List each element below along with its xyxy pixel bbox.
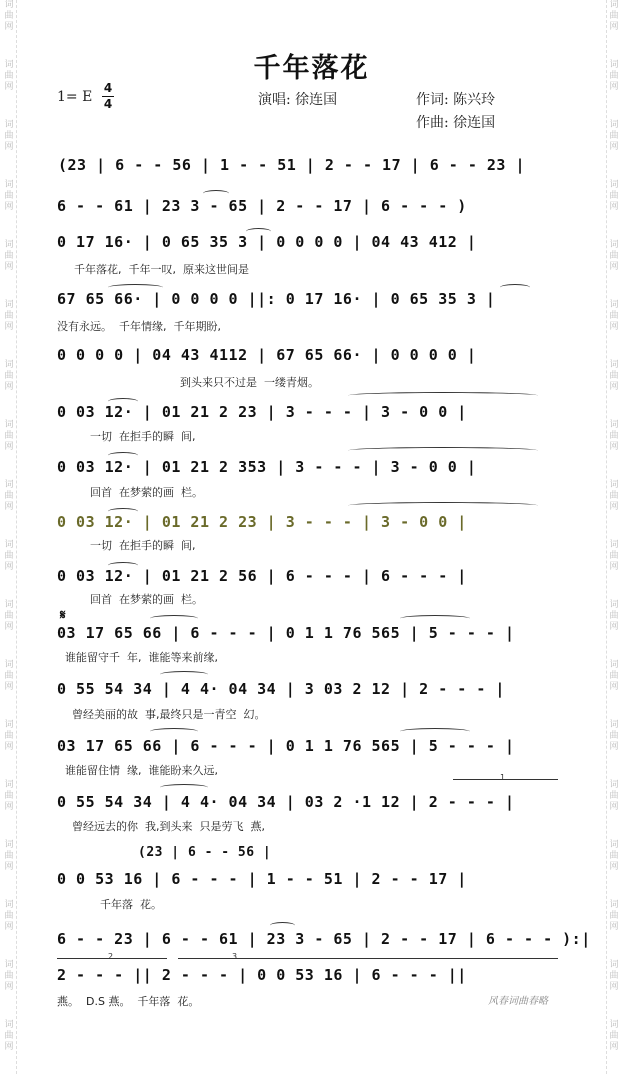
notation-line: 0 0 0 0 | 04 43 4112 | 67 65 66· | 0 0 0 0 |: [57, 346, 477, 364]
slur-arc: [500, 284, 530, 291]
tie-arc: [348, 447, 538, 454]
watermark-mark: 词 曲 网: [609, 840, 619, 872]
slur-arc: [150, 728, 198, 735]
notation-line: 6 - - 61 | 23 3 - 65 | 2 - - 17 | 6 - - - ): [57, 197, 467, 215]
notation-line: (23 | 6 - - 56 | 1 - - 51 | 2 - - 17 | 6 - - 23 |: [58, 156, 526, 174]
composer-credit: 作曲: 徐连国: [416, 115, 496, 131]
song-title: 千年落花: [253, 53, 370, 84]
notation-line: 2 - - - || 2 - - - | 0 0 53 16 | 6 - - - ||: [57, 966, 467, 984]
watermark-mark: 词 曲 网: [609, 120, 619, 152]
watermark-mark: 词 曲 网: [609, 0, 619, 32]
lyric-line: 曾经美丽的故 事,最终只是一青空 幻。: [72, 708, 266, 721]
watermark-mark: 词 曲 网: [609, 960, 619, 992]
watermark-mark: 词 曲 网: [609, 60, 619, 92]
notation-line: 0 0 53 16 | 6 - - - | 1 - - 51 | 2 - - 17 |: [57, 870, 467, 888]
watermark-mark: 词 曲 网: [609, 480, 619, 512]
notation-line: 0 55 54 34 | 4 4· 04 34 | 03 2 ·1 12 | 2 - - - |: [57, 793, 515, 811]
watermark-mark: 词 曲 网: [4, 1020, 14, 1052]
right-watermark-strip: [606, 0, 621, 1074]
notation-line: 0 03 12· | 01 21 2 23 | 3 - - - | 3 - 0 0 |: [57, 403, 467, 421]
notation-line: 6 - - 23 | 6 - - 61 | 23 3 - 65 | 2 - - 17 | 6 - - - ):|: [57, 930, 591, 948]
watermark-mark: 词 曲 网: [609, 900, 619, 932]
watermark-mark: 词 曲 网: [609, 1020, 619, 1052]
watermark-mark: 词 曲 网: [4, 420, 14, 452]
time-signature-bottom: 4: [103, 97, 113, 111]
watermark-mark: 词 曲 网: [609, 720, 619, 752]
watermark-mark: 词 曲 网: [4, 480, 14, 512]
volta-number: 3: [232, 952, 238, 961]
watermark-mark: 词 曲 网: [4, 0, 14, 32]
slur-arc: [400, 728, 470, 735]
watermark-mark: 词 曲 网: [4, 60, 14, 92]
lyric-line: 回首 在梦萦的画 栏。: [90, 486, 203, 499]
volta-bracket: [453, 779, 558, 786]
watermark-mark: 词 曲 网: [4, 540, 14, 572]
watermark-mark: 词 曲 网: [4, 960, 14, 992]
lyric-line: 到头来只不过是 一缕青烟。: [180, 376, 319, 389]
watermark-mark: 词 曲 网: [609, 600, 619, 632]
key-signature: 1= E: [57, 89, 93, 105]
footer-credit: 风春词曲春略: [488, 996, 548, 1007]
lyric-line: 回首 在梦萦的画 栏。: [90, 593, 203, 606]
lyric-line: 千年落花, 千年一叹, 原来这世间是: [74, 263, 249, 276]
time-signature: [102, 82, 114, 111]
slur-arc: [160, 671, 208, 678]
watermark-mark: 词 曲 网: [4, 600, 14, 632]
watermark-mark: 词 曲 网: [609, 780, 619, 812]
notation-line: 0 03 12· | 01 21 2 23 | 3 - - - | 3 - 0 0 |: [57, 513, 467, 531]
slur-arc: [150, 615, 198, 622]
watermark-mark: 词 曲 网: [4, 360, 14, 392]
notation-line: 03 17 65 66 | 6 - - - | 0 1 1 76 565 | 5 - - - |: [57, 737, 515, 755]
watermark-mark: 词 曲 网: [4, 300, 14, 332]
volta-number: 2: [108, 952, 114, 961]
watermark-mark: 词 曲 网: [609, 420, 619, 452]
slur-arc: [160, 784, 208, 791]
watermark-mark: 词 曲 网: [609, 660, 619, 692]
watermark-mark: 词 曲 网: [4, 660, 14, 692]
slur-arc: [108, 284, 163, 291]
slur-arc: [270, 922, 295, 929]
watermark-mark: 词 曲 网: [4, 180, 14, 212]
volta-number: 1: [500, 773, 506, 782]
slur-arc: [203, 190, 229, 197]
lyric-line: 谁能留住情 缘, 谁能盼来久远,: [65, 764, 218, 777]
watermark-mark: 词 曲 网: [4, 120, 14, 152]
watermark-mark: 词 曲 网: [609, 240, 619, 272]
slur-arc: [108, 398, 138, 405]
notation-line: 0 03 12· | 01 21 2 56 | 6 - - - | 6 - - - |: [57, 567, 467, 585]
watermark-mark: 词 曲 网: [4, 240, 14, 272]
slur-arc: [400, 615, 470, 622]
notation-line: 03 17 65 66 | 6 - - - | 0 1 1 76 565 | 5 - - - |: [57, 624, 515, 642]
watermark-mark: 词 曲 网: [609, 300, 619, 332]
watermark-mark: 词 曲 网: [4, 780, 14, 812]
lyric-line: 曾经远去的你 我,到头来 只是劳飞 燕,: [72, 820, 265, 833]
time-signature-top: 4: [103, 81, 113, 95]
watermark-mark: 词 曲 网: [4, 900, 14, 932]
slur-arc: [246, 228, 271, 235]
watermark-mark: 词 曲 网: [609, 360, 619, 392]
watermark-mark: 词 曲 网: [609, 180, 619, 212]
notation-line: 0 17 16· | 0 65 35 3 | 0 0 0 0 | 04 43 412 |: [57, 233, 477, 251]
slur-arc: [108, 452, 138, 459]
notation-line: (23 | 6 - - 56 |: [138, 845, 272, 860]
segno-mark: 𝄋: [60, 608, 66, 623]
tie-arc: [348, 502, 538, 509]
lyric-line: 一切 在拒手的瞬 间,: [90, 539, 196, 552]
lyric-line: 一切 在拒手的瞬 间,: [90, 430, 196, 443]
lyricist-credit: 作词: 陈兴玲: [416, 92, 496, 108]
tie-arc: [348, 392, 538, 399]
singer-credit: 演唱: 徐连国: [258, 92, 338, 108]
lyric-line: 没有永远。 千年情缘, 千年期盼,: [57, 320, 221, 333]
watermark-mark: 词 曲 网: [4, 720, 14, 752]
slur-arc: [108, 562, 138, 569]
left-watermark-strip: [2, 0, 17, 1074]
lyric-line: 千年落 花。: [100, 898, 162, 911]
lyric-line: 燕。 D.S 燕。 千年落 花。: [57, 995, 200, 1008]
lyric-line: 谁能留守千 年, 谁能等来前缘,: [65, 651, 218, 664]
notation-line: 0 03 12· | 01 21 2 353 | 3 - - - | 3 - 0 0 |: [57, 458, 477, 476]
notation-line: 67 65 66· | 0 0 0 0 ||: 0 17 16· | 0 65 35 3 |: [57, 290, 496, 308]
notation-line: 0 55 54 34 | 4 4· 04 34 | 3 03 2 12 | 2 - - - |: [57, 680, 505, 698]
slur-arc: [108, 508, 138, 515]
watermark-mark: 词 曲 网: [609, 540, 619, 572]
watermark-mark: 词 曲 网: [4, 840, 14, 872]
